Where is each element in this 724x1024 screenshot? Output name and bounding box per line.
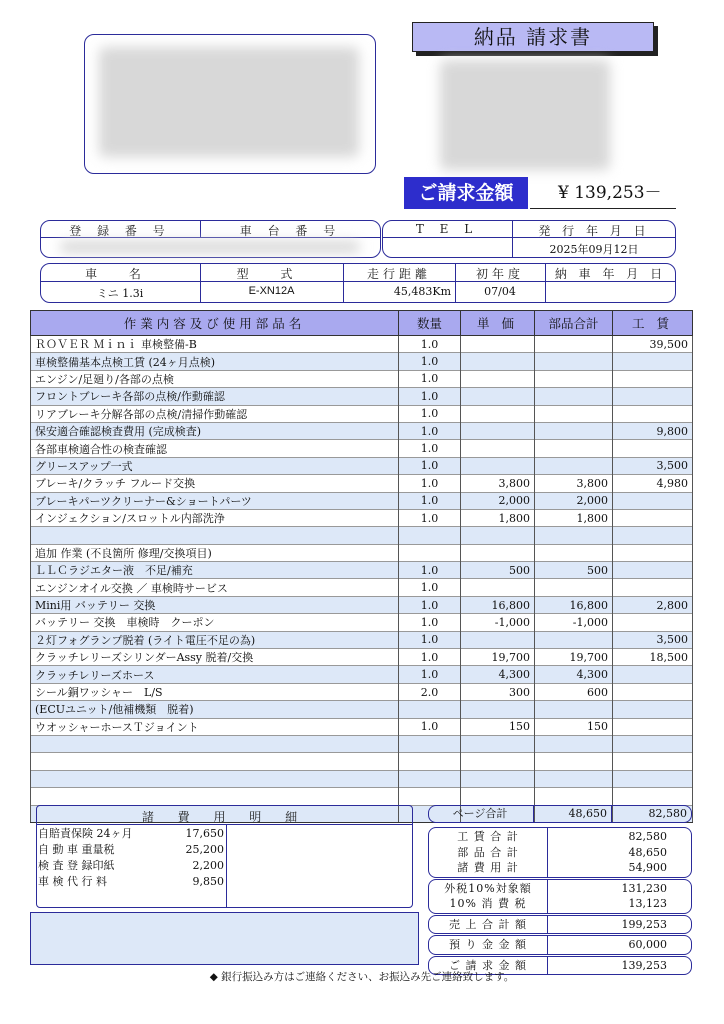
item-desc: ２灯フォグランプ脱着 (ライト電圧不足の為) xyxy=(31,631,399,648)
item-qty: 1.0 xyxy=(399,475,461,492)
item-qty: 1.0 xyxy=(399,596,461,613)
work-items-table xyxy=(30,310,693,823)
item-parts-total: 600 xyxy=(535,683,613,700)
summary-value: 60,000 xyxy=(628,938,667,951)
item-qty xyxy=(399,753,461,770)
item-desc: クラッチレリーズホース xyxy=(31,666,399,683)
summary-row xyxy=(429,917,691,933)
item-parts-total xyxy=(535,544,613,561)
item-unit-price xyxy=(461,527,535,544)
item-qty: 1.0 xyxy=(399,666,461,683)
misc-fee-row xyxy=(38,858,224,874)
item-desc: シール銅ワッシャー L/S xyxy=(31,683,399,700)
table-row xyxy=(31,649,693,666)
item-qty: 1.0 xyxy=(399,353,461,370)
item-parts-total xyxy=(535,753,613,770)
table-row xyxy=(31,475,693,492)
item-desc: グリースアップ一式 xyxy=(31,457,399,474)
misc-fee-value: 2,200 xyxy=(192,859,224,872)
item-desc: ＬＬＣラジエター液 不足/補充 xyxy=(31,562,399,579)
item-parts-total xyxy=(535,579,613,596)
item-desc xyxy=(31,527,399,544)
summary-group xyxy=(428,935,692,955)
item-unit-price: 19,700 xyxy=(461,649,535,666)
summary-list xyxy=(428,827,692,976)
table-row xyxy=(31,614,693,631)
item-unit-price: 150 xyxy=(461,718,535,735)
item-labor xyxy=(613,701,693,718)
item-desc: 追加 作業 (不良箇所 修理/交換項目) xyxy=(31,544,399,561)
summary-row xyxy=(429,829,691,845)
item-labor: 2,800 xyxy=(613,596,693,613)
summary-col-divider xyxy=(547,936,548,954)
item-qty: 1.0 xyxy=(399,649,461,666)
item-labor xyxy=(613,666,693,683)
redacted-reg-values xyxy=(60,241,360,253)
item-qty: 1.0 xyxy=(399,614,461,631)
item-labor xyxy=(613,492,693,509)
table-row xyxy=(31,770,693,787)
item-unit-price: 4,300 xyxy=(461,666,535,683)
item-qty: 1.0 xyxy=(399,562,461,579)
item-desc xyxy=(31,770,399,787)
item-qty xyxy=(399,735,461,752)
item-unit-price: 2,000 xyxy=(461,492,535,509)
table-row xyxy=(31,562,693,579)
item-labor: 9,800 xyxy=(613,422,693,439)
summary-label: 売 上 合 計 額 xyxy=(449,917,527,931)
item-parts-total xyxy=(535,788,613,805)
table-row xyxy=(31,596,693,613)
vehicle-name: ミニ 1.3i xyxy=(96,287,144,300)
item-qty: 1.0 xyxy=(399,492,461,509)
item-desc: 車検整備基本点検工賃 (24ヶ月点検) xyxy=(31,353,399,370)
item-labor xyxy=(613,718,693,735)
mileage-label: 走行距離 xyxy=(366,267,431,281)
table-row xyxy=(31,753,693,770)
first-year-label: 初年度 xyxy=(475,267,524,281)
item-labor xyxy=(613,353,693,370)
misc-fees-title-divider xyxy=(36,824,413,825)
item-desc xyxy=(31,788,399,805)
table-row xyxy=(31,405,693,422)
item-parts-total xyxy=(535,336,613,353)
item-labor xyxy=(613,544,693,561)
item-unit-price xyxy=(461,336,535,353)
summary-row xyxy=(429,937,691,953)
misc-fee-value: 9,850 xyxy=(192,875,224,888)
item-unit-price xyxy=(461,579,535,596)
misc-fees-col-divider xyxy=(226,824,227,908)
item-qty xyxy=(399,701,461,718)
item-labor: 39,500 xyxy=(613,336,693,353)
item-unit-price xyxy=(461,701,535,718)
item-qty: 1.0 xyxy=(399,405,461,422)
summary-row xyxy=(429,881,691,897)
vehicle-first-year: 07/04 xyxy=(484,285,516,298)
item-labor xyxy=(613,388,693,405)
table-row xyxy=(31,788,693,805)
summary-value: 82,580 xyxy=(628,830,667,843)
summary-label: 諸 費 用 計 xyxy=(457,861,519,874)
summary-value: 131,230 xyxy=(621,881,667,895)
item-labor xyxy=(613,405,693,422)
misc-fee-value: 25,200 xyxy=(185,843,224,856)
redacted-shop-info xyxy=(440,60,610,170)
table-row xyxy=(31,370,693,387)
summary-row xyxy=(429,845,691,861)
misc-fee-label: 車 検 代 行 料 xyxy=(38,875,107,888)
summary-group xyxy=(428,827,692,878)
item-desc: Mini用 バッテリー 交換 xyxy=(31,596,399,613)
item-desc: ブレーキ/クラッチ フルード交換 xyxy=(31,475,399,492)
item-desc: エンジン/足廻り/各部の点検 xyxy=(31,370,399,387)
item-parts-total: 19,700 xyxy=(535,649,613,666)
item-unit-price xyxy=(461,405,535,422)
summary-row xyxy=(429,860,691,876)
table-row xyxy=(31,422,693,439)
delivery-date-label: 納 車 年 月 日 xyxy=(554,267,667,281)
item-parts-total xyxy=(535,631,613,648)
table-row xyxy=(31,735,693,752)
summary-col-divider xyxy=(547,880,548,913)
billing-amount-label: ご請求金額 xyxy=(404,177,528,209)
summary-col-divider xyxy=(547,916,548,934)
summary-row xyxy=(429,896,691,912)
item-desc: 各部車検適合性の検査確認 xyxy=(31,440,399,457)
item-qty: 1.0 xyxy=(399,422,461,439)
qty-header: 数量 xyxy=(399,311,461,336)
notes-box xyxy=(30,912,419,965)
item-unit-price xyxy=(461,735,535,752)
item-labor xyxy=(613,509,693,526)
summary-group xyxy=(428,879,692,914)
item-unit-price xyxy=(461,753,535,770)
table-row xyxy=(31,509,693,526)
chassis-no-label: 車 台 番 号 xyxy=(239,224,342,238)
item-desc: リアブレーキ分解各部の点検/清掃作動確認 xyxy=(31,405,399,422)
item-desc: ブレーキパーツクリーナー&ショートパーツ xyxy=(31,492,399,509)
items-header-row xyxy=(31,311,693,336)
billing-amount-value: ¥ 139,253－ xyxy=(530,177,676,209)
item-parts-total: 16,800 xyxy=(535,596,613,613)
item-qty: 1.0 xyxy=(399,631,461,648)
document-title: 納品 請求書 xyxy=(412,22,654,52)
item-desc xyxy=(31,735,399,752)
item-desc xyxy=(31,753,399,770)
misc-fee-label: 自賠責保険 24ヶ月 xyxy=(38,827,133,840)
table-row xyxy=(31,666,693,683)
issue-date: 2025年09月12日 xyxy=(549,243,639,256)
desc-header: 作業内容及び使用部品名 xyxy=(31,311,399,336)
item-parts-total xyxy=(535,735,613,752)
item-parts-total xyxy=(535,440,613,457)
item-desc: エンジンオイル交換 ／ 車検時サービス xyxy=(31,579,399,596)
table-row xyxy=(31,527,693,544)
item-parts-total: 1,800 xyxy=(535,509,613,526)
misc-fee-row xyxy=(38,826,224,842)
item-labor xyxy=(613,753,693,770)
misc-fee-value: 17,650 xyxy=(185,827,224,840)
item-unit-price xyxy=(461,388,535,405)
item-desc: フロントブレーキ各部の点検/作動確認 xyxy=(31,388,399,405)
summary-label: 預 り 金 金 額 xyxy=(449,938,527,951)
page-total-parts: 48,650 xyxy=(568,807,607,820)
item-unit-price xyxy=(461,422,535,439)
item-qty xyxy=(399,544,461,561)
item-labor xyxy=(613,579,693,596)
item-unit-price xyxy=(461,788,535,805)
table-row xyxy=(31,701,693,718)
item-labor xyxy=(613,770,693,787)
misc-fee-label: 自 動 車 重量税 xyxy=(38,843,115,856)
misc-fee-row xyxy=(38,842,224,858)
summary-group xyxy=(428,915,692,935)
item-qty: 1.0 xyxy=(399,370,461,387)
table-row xyxy=(31,683,693,700)
item-qty xyxy=(399,788,461,805)
item-qty: 1.0 xyxy=(399,509,461,526)
table-row xyxy=(31,631,693,648)
item-parts-total xyxy=(535,770,613,787)
table-row xyxy=(31,544,693,561)
vehicle-name-label: 車 名 xyxy=(85,267,155,281)
item-unit-price: 16,800 xyxy=(461,596,535,613)
item-parts-total xyxy=(535,353,613,370)
summary-label: ご 請 求 金 額 xyxy=(449,958,527,972)
summary-col-divider xyxy=(547,828,548,877)
item-labor xyxy=(613,788,693,805)
item-desc: ウオッシャーホースＴジョイント xyxy=(31,718,399,735)
table-row xyxy=(31,492,693,509)
misc-fees-list xyxy=(38,826,224,890)
item-parts-total xyxy=(535,405,613,422)
summary-value: 139,253 xyxy=(621,958,667,972)
table-row xyxy=(31,718,693,735)
customer-address-box xyxy=(84,34,376,174)
item-labor xyxy=(613,370,693,387)
misc-fee-label: 検 査 登 録印紙 xyxy=(38,859,115,872)
table-row xyxy=(31,388,693,405)
summary-label: 外税10%対象額 xyxy=(444,881,532,895)
redacted-customer-info xyxy=(99,47,359,157)
item-qty: 1.0 xyxy=(399,579,461,596)
parts-total-header: 部品合計 xyxy=(535,311,613,336)
item-parts-total xyxy=(535,370,613,387)
tel-label: T E L xyxy=(415,222,479,236)
item-parts-total: 2,000 xyxy=(535,492,613,509)
item-labor xyxy=(613,527,693,544)
table-row xyxy=(31,336,693,353)
vehicle-model: E-XN12A xyxy=(248,285,295,297)
summary-label: 部 品 合 計 xyxy=(457,845,519,859)
misc-fees-title: 諸 費 用 明 細 xyxy=(141,810,308,824)
unit-price-header: 単 価 xyxy=(461,311,535,336)
item-parts-total xyxy=(535,701,613,718)
item-unit-price: -1,000 xyxy=(461,614,535,631)
item-unit-price xyxy=(461,457,535,474)
item-labor xyxy=(613,440,693,457)
item-parts-total xyxy=(535,457,613,474)
labor-header: 工 賃 xyxy=(613,311,693,336)
item-unit-price xyxy=(461,770,535,787)
item-parts-total xyxy=(535,422,613,439)
item-desc: 保安適合確認検査費用 (完成検査) xyxy=(31,422,399,439)
table-row xyxy=(31,457,693,474)
item-qty: 2.0 xyxy=(399,683,461,700)
item-unit-price: 300 xyxy=(461,683,535,700)
item-qty: 1.0 xyxy=(399,718,461,735)
item-parts-total: -1,000 xyxy=(535,614,613,631)
item-qty: 1.0 xyxy=(399,440,461,457)
item-unit-price: 500 xyxy=(461,562,535,579)
item-labor xyxy=(613,735,693,752)
summary-value: 48,650 xyxy=(628,845,667,859)
vehicle-model-label: 型 式 xyxy=(236,267,307,281)
item-unit-price xyxy=(461,631,535,648)
summary-value: 54,900 xyxy=(628,861,667,874)
item-labor: 4,980 xyxy=(613,475,693,492)
item-labor xyxy=(613,683,693,700)
item-desc: バッテリー 交換 車検時 クーポン xyxy=(31,614,399,631)
item-parts-total: 150 xyxy=(535,718,613,735)
item-parts-total: 3,800 xyxy=(535,475,613,492)
item-unit-price xyxy=(461,353,535,370)
summary-label: 10% 消 費 税 xyxy=(449,897,527,910)
misc-fee-row xyxy=(38,874,224,890)
item-unit-price: 1,800 xyxy=(461,509,535,526)
item-parts-total xyxy=(535,388,613,405)
item-desc: (ECUユニット/他補機類 脱着) xyxy=(31,701,399,718)
item-parts-total xyxy=(535,527,613,544)
item-unit-price xyxy=(461,544,535,561)
reg-no-label: 登 録 番 号 xyxy=(69,224,171,238)
item-qty xyxy=(399,527,461,544)
item-desc: インジェクション/スロットル内部洗浄 xyxy=(31,509,399,526)
item-unit-price: 3,800 xyxy=(461,475,535,492)
item-qty: 1.0 xyxy=(399,388,461,405)
footer-note: ◆ 銀行振込み方はご連絡ください、お振込み先ご連絡致します。 xyxy=(209,971,515,983)
table-row xyxy=(31,579,693,596)
summary-value: 199,253 xyxy=(621,917,667,931)
item-labor: 18,500 xyxy=(613,649,693,666)
page-total-labor: 82,580 xyxy=(648,807,687,820)
item-qty: 1.0 xyxy=(399,457,461,474)
item-desc: ＲＯＶＥＲ Ｍｉｎｉ 車検整備-B xyxy=(31,336,399,353)
vehicle-mileage: 45,483Km xyxy=(393,285,451,298)
item-parts-total: 500 xyxy=(535,562,613,579)
item-labor xyxy=(613,614,693,631)
summary-value: 13,123 xyxy=(628,897,667,910)
table-row xyxy=(31,353,693,370)
item-unit-price xyxy=(461,370,535,387)
item-unit-price xyxy=(461,440,535,457)
issue-date-label: 発 行 年 月 日 xyxy=(538,224,650,238)
item-desc: クラッチレリーズシリンダーAssy 脱着/交換 xyxy=(31,649,399,666)
page-total-label: ページ合計 xyxy=(452,807,508,820)
table-row xyxy=(31,440,693,457)
item-qty xyxy=(399,770,461,787)
summary-label: 工 賃 合 計 xyxy=(457,830,519,843)
item-parts-total: 4,300 xyxy=(535,666,613,683)
item-labor: 3,500 xyxy=(613,457,693,474)
item-labor xyxy=(613,562,693,579)
item-labor: 3,500 xyxy=(613,631,693,648)
item-qty: 1.0 xyxy=(399,336,461,353)
